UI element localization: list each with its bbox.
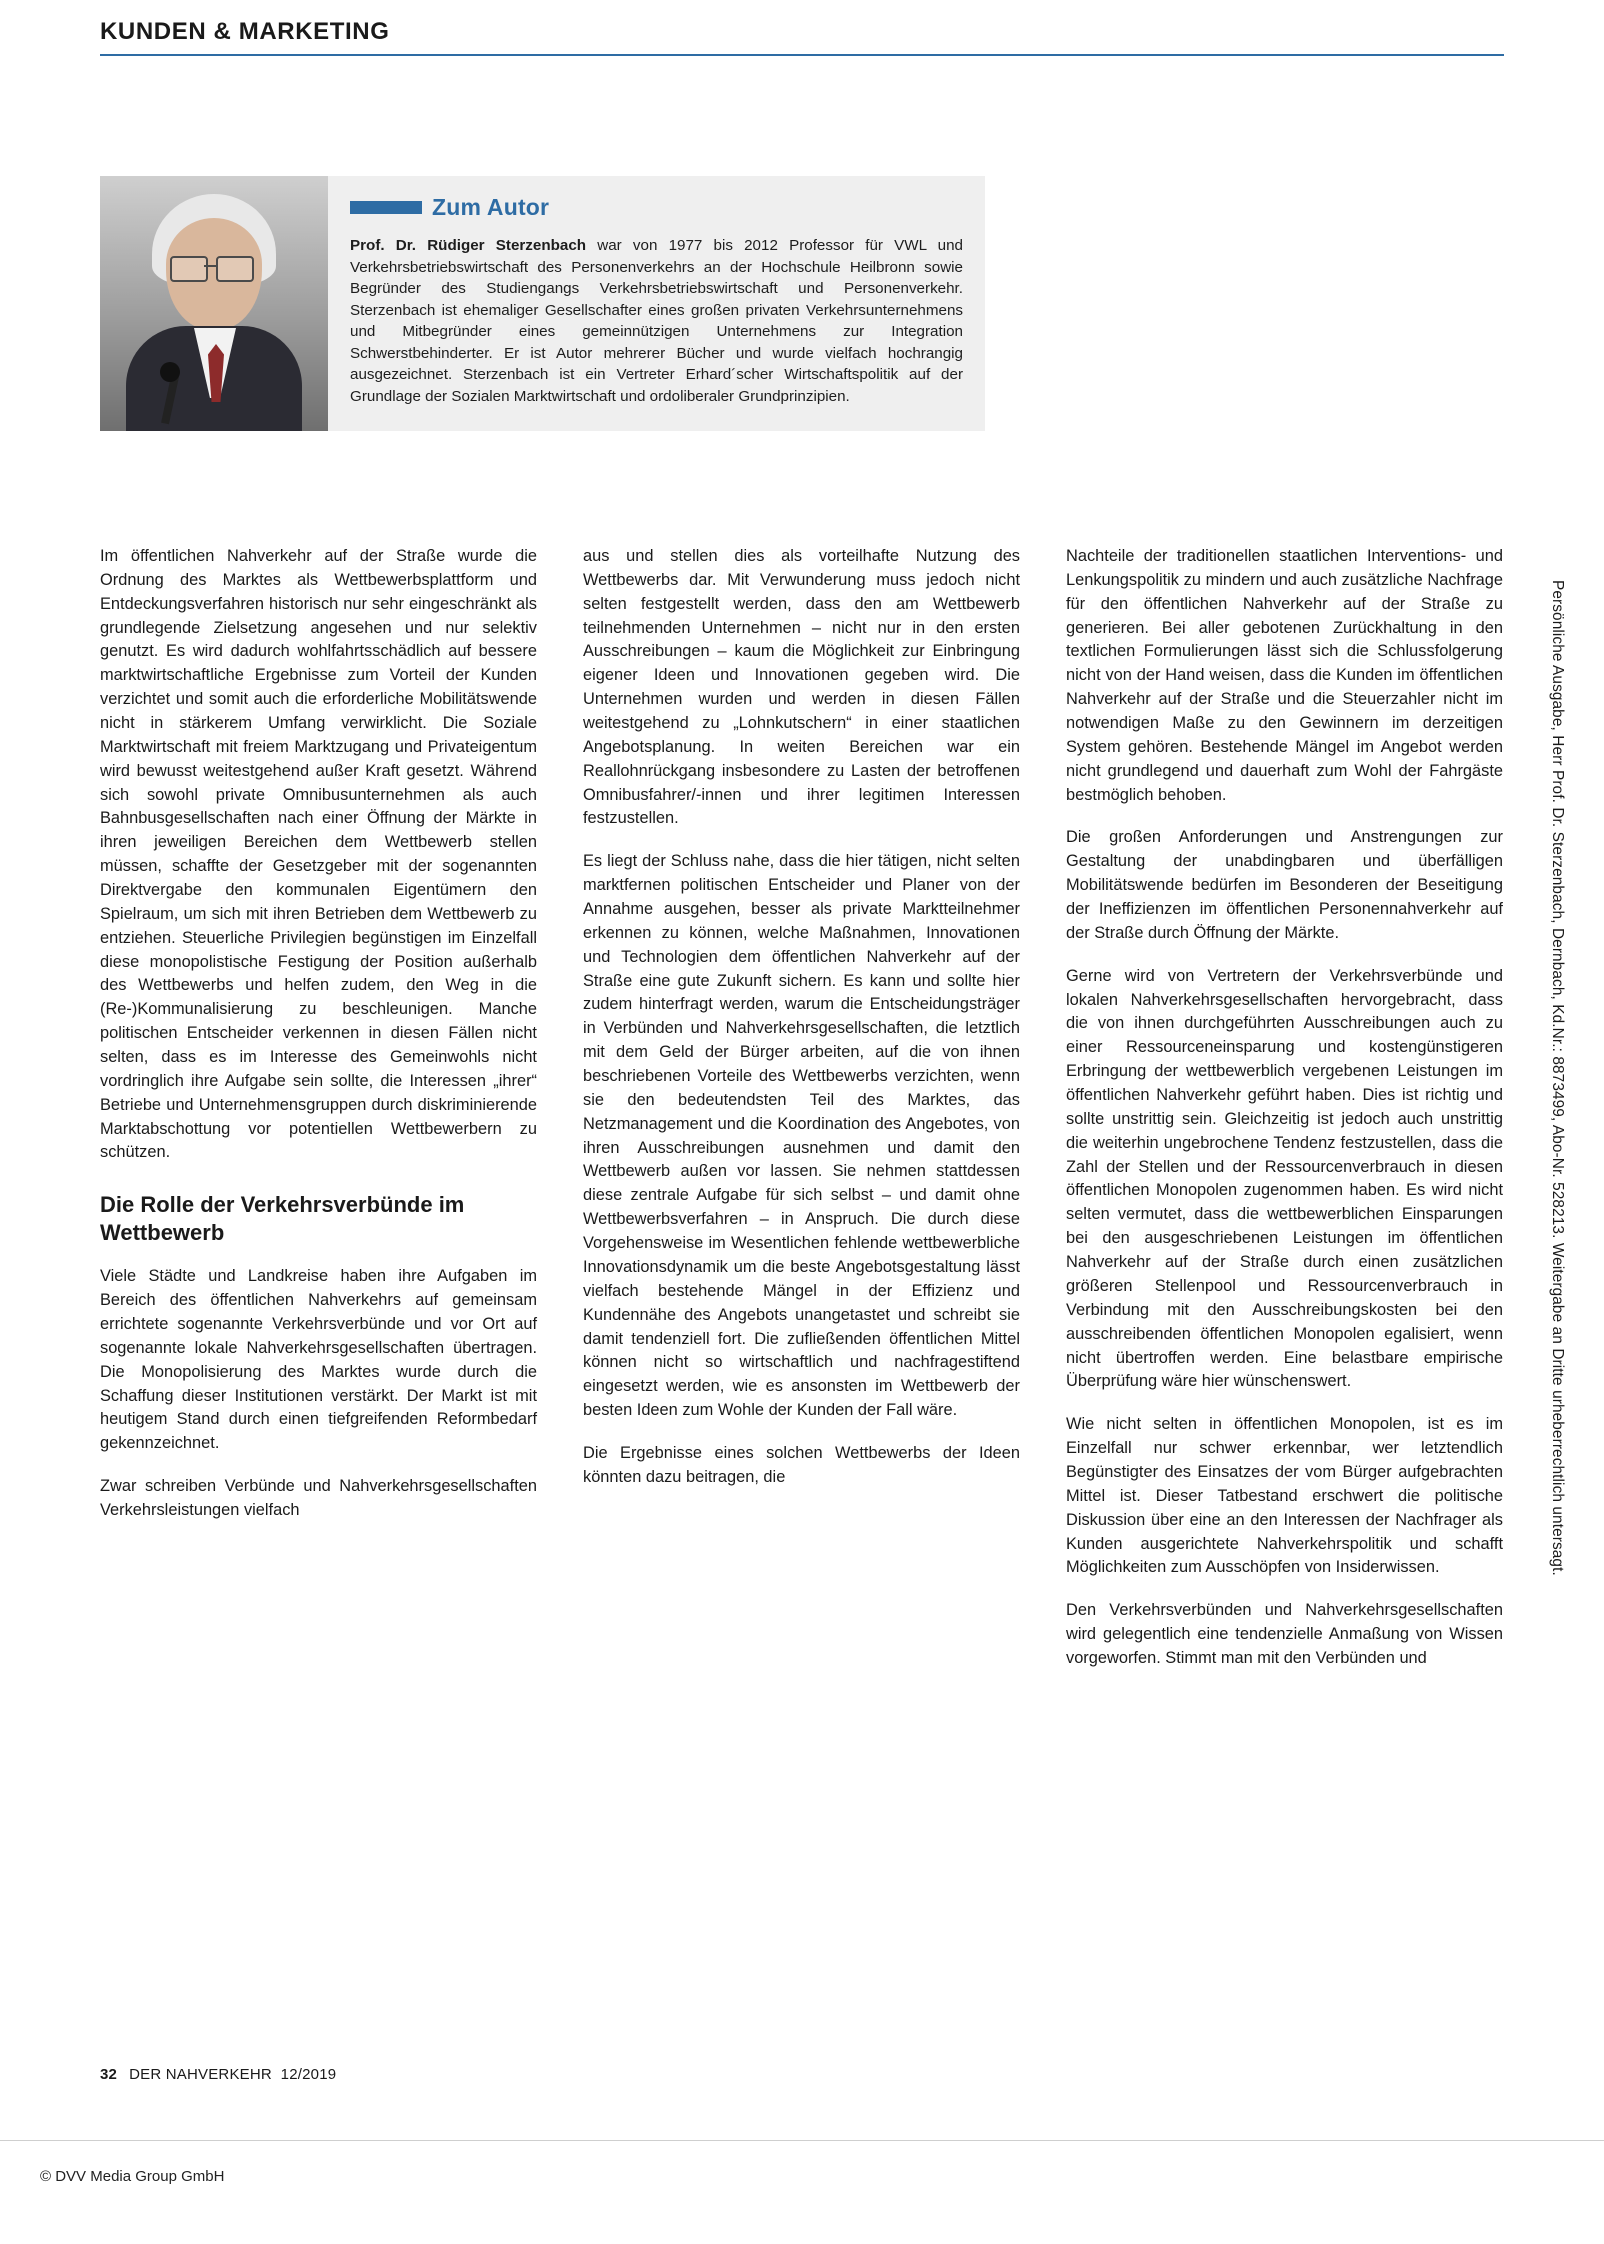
publication-name: DER NAHVERKEHR — [129, 2066, 272, 2083]
author-text-block — [328, 176, 985, 431]
author-box — [100, 176, 985, 431]
column-1 — [100, 545, 537, 2035]
page-header — [100, 18, 1504, 56]
paragraph: Zwar schreiben Verbünde und Nahverkehrsgesellschaften Verkehrsleistungen vielfach — [100, 1477, 537, 1519]
portrait-glasses-left — [170, 256, 208, 282]
header-divider — [100, 54, 1504, 56]
subscription-notice — [1549, 580, 1596, 1780]
paragraph: Den Verkehrsverbünden und Nahverkehrsgesellschaften wird gelegentlich eine tendenzielle Anmaßung von Wissen vorgeworfen. Stimmt man mit den Verbünden und — [1066, 1601, 1503, 1667]
column-2 — [583, 545, 1020, 2035]
paragraph: Die Ergebnisse eines solchen Wettbewerbs der Ideen könnten dazu beitragen, die — [583, 1443, 1020, 1486]
paragraph: Viele Städte und Landkreise haben ihre Aufgaben im Bereich des öffentlichen Nahverkehrs auf gemeinsam errichtete sogenannte Verkehrsverbünde und vor Ort auf sogenannte lokale Nahverkehrsgesellschaften übertragen. Die Monopolisierung des Marktes wurde durch die Schaffung dieser Institutionen verstärkt. Der Markt ist mit heutigem Stand durch einen tiefgreifenden Reformbedarf gekennzeichnet. — [100, 1267, 537, 1453]
paragraph: Es liegt der Schluss nahe, dass die hier tätigen, nicht selten marktfernen politischen Entscheider und Planer von der Annahme ausgehen, besser als private Marktteilnehmer erkennen zu können, welche Maßnahmen, Innovationen und Technologien dem öffentlichen Nahverkehr auf der Straße eine gute Zukunft sichern. Es kann und sollte hier zudem hinterfragt werden, warum die Entscheidungsträger in Verbünden und Nahverkehrsgesellschaften, die letztlich mit dem Geld der Bürger arbeiten, auf die von ihnen beschriebenen Vorteile des Wettbewerbs verzichten, wenn sie den bedeutendsten Teil des Marktes, das Netzmanagement und die Koordination des Angebotes, von ihren Ausschreibungen ausnehmen und damit den Wettbewerb außen vor lassen. Sie nehmen stattdessen diese zentrale Aufgabe für sich selbst – und damit ohne Wettbewerbsverfahren – in Anspruch. Die durch diese Vorgehensweise im Wesentlichen fehlende wettbewerbliche Innovationsdynamik um die beste Angebotsgestaltung lässt vielfach bestehende Mängel in der Effizienz und Kundennähe des Angebots unangetastet und schreibt sie damit tendenziell fort. Die zufließenden öffentlichen Mittel können nicht so wirtschaftlich und nachfragestiftend eingesetzt werden, wie es ansonsten im Wettbewerb der besten Ideen zum Wohle der Kunden der Fall wäre. — [583, 852, 1020, 1420]
author-bio-text: war von 1977 bis 2012 Professor für VWL und Verkehrsbetriebswirtschaft des Personenverkehrs an der Hochschule Heilbronn sowie Begründer des Studiengangs Verkehrsbetriebswirtschaft und Personenverkehr. Sterzenbach ist ehemaliger Gesellschafter eines großen privaten Verkehrsunternehmens und Mitbegründer eines gemeinnützigen Unternehmens zur Integration Schwerstbehinderter. Er ist Autor mehrerer Bücher und wurde vielfach hochrangig ausgezeichnet. Sterzenbach ist ein Vertreter Erhard´scher Wirtschaftspolitik auf der Grundlage der Sozialen Marktwirtschaft und ordoliberaler Grundprinzipien. — [350, 237, 964, 406]
author-heading-label: Zum Autor — [432, 194, 550, 220]
page-footer — [100, 2066, 336, 2083]
paragraph: aus und stellen dies als vorteilhafte Nutzung des Wettbewerbs dar. Mit Verwunderung muss jedoch nicht selten festgestellt werden, dass den am Wettbewerb teilnehmenden Unternehmen – nicht nur in den ersten Ausschreibungen – kaum die Möglichkeit zur Einbringung eigener Ideen und Innovationen gegeben wird. Die Unternehmen wurden und werden in diesen Fällen weitestgehend zu „Lohnkutschern“ in einer staatlichen Angebotsplanung. In weiten Bereichen war ein Reallohnrückgang insbesondere zu Lasten der betroffenen Omnibusfahrer/-innen und ihrer legitimen Interessen festzustellen. — [583, 547, 1020, 828]
copyright-notice: © DVV Media Group GmbH — [40, 2168, 225, 2185]
portrait-glasses-right — [216, 256, 254, 282]
author-photo — [100, 176, 328, 431]
microphone-icon — [160, 362, 180, 382]
column-3 — [1066, 545, 1503, 2035]
article-body — [100, 545, 1504, 2035]
accent-bar — [350, 201, 422, 214]
paragraph: Gerne wird von Vertretern der Verkehrsverbünde und lokalen Nahverkehrsgesellschaften hervorgebracht, dass die von ihnen durchgeführten Ausschreibungen auch zu einer Ressourceneinsparung und kostengünstigeren Erbringung der wettbewerblich vergebenen Leistungen im öffentlichen Nahverkehr geführt haben. Dies ist richtig und sollte unstrittig sein. Gleichzeitig ist jedoch auch unstrittig die weiterhin ungebrochene Tendenz festzustellen, dass die Zahl der Stellen und der Ressourcenverbrauch in diesen öffentlichen Monopolen zugenommen haben. Es wird nicht selten vermutet, dass die wettbewerblichen Einsparungen bei den ausgeschriebenen Leistungen im öffentlichen Nahverkehr auf der Straße durch einen zusätzlichen größeren Stellenpool und Ressourcenverbrauch in Verbindung mit den Ausschreibungskosten bei den ausschreibenden öffentlichen Monopolen egalisiert, wenn nicht übertroffen werden. Eine belastbare empirische Überprüfung wäre hier wünschenswert. — [1066, 966, 1503, 1391]
page-number: 32 — [100, 2066, 118, 2083]
paragraph: Wie nicht selten in öffentlichen Monopolen, ist es im Einzelfall nur schwer erkennbar, wer letztendlich Begünstigter des Einsatzes der vom Bürger aufgebrachten Mittel ist. Dieser Tatbestand erschwert die politische Diskussion über eine an den Interessen der Nachfrager als Kunden ausgerichtete Nahverkehrspolitik und schafft Möglichkeiten zum Ausschöpfen von Insiderwissen. — [1066, 1415, 1503, 1577]
author-heading — [350, 194, 963, 221]
paragraph: Die großen Anforderungen und Anstrengungen zur Gestaltung der unabdingbaren und überfälligen Mobilitätswende bedürfen im Besonderen der Beseitigung der Ineffizienzen im öffentlichen Personennahverkehr auf der Straße durch Öffnung der Märkte. — [1066, 828, 1503, 942]
paragraph: Nachteile der traditionellen staatlichen Interventions- und Lenkungspolitik zu mindern und auch zusätzliche Nachfrage für den öffentlichen Nahverkehr auf der Straße zu generieren. Bei aller gebotenen Zurückhaltung in den textlichen Formulierungen lässt sich die Schlussfolgerung nicht von der Hand weisen, dass die Kunden im öffentlichen Nahverkehr auf der Straße und die Steuerzahler nicht im notwendigen Maße zu den Gewinnern im derzeitigen System gehören. Bestehende Mängel im Angebot werden nicht grundlegend und dauerhaft zum Wohl der Fahrgäste bestmöglich behoben. — [1066, 547, 1503, 804]
author-name: Prof. Dr. Rüdiger Sterzenbach — [350, 237, 587, 254]
paragraph: Im öffentlichen Nahverkehr auf der Straße wurde die Ordnung des Marktes als Wettbewerbsplattform und Entdeckungsverfahren historisch nur sehr eingeschränkt als grundlegende Zielsetzung angesehen und nur selektiv genutzt. Es wird dadurch wohlfahrtsschädlich auf bessere marktwirtschaftliche Ergebnisse zum Vorteil der Kunden verzichtet und somit auch die erforderliche Mobilitätswende nicht in stärkerem Umfang verwirklicht. Die Soziale Marktwirtschaft mit freiem Marktzugang und Privateigentum wird bewusst weitestgehend außer Kraft gesetzt. Während sich sowohl private Omnibusunternehmen als auch Bahnbusgesellschaften nach einer Öffnung der Märkte in ihren jeweiligen Bereichen dem Wettbewerb stellen müssen, schaffte der Gesetzgeber mit der sogenannten Direktvergabe den kommunalen Eigentümern den Spielraum, um sich mit ihren Betrieben dem Wettbewerb zu entziehen. Steuerliche Privilegien begünstigen im Einzelfall diese monopolistische Festigung der Position außerhalb des Wettbewerbs und helfen zudem, den Weg in die (Re-)Kommunalisierung zu beschleunigen. Manche politischen Entscheider verkennen in diesen Fällen nicht selten, dass es im Interesse des Gemeinwohls nicht vordringlich ihre Aufgabe sein sollte, die Interessen „ihrer“ Betriebe und Unternehmensgruppen durch diskriminierende Marktabschottung vor potentiellen Wettbewerbern zu schützen. — [100, 547, 537, 1162]
issue-number: 12/2019 — [280, 2066, 337, 2083]
author-bio — [350, 235, 963, 408]
footer-divider — [0, 2140, 1604, 2141]
section-kicker: KUNDEN & MARKETING — [100, 18, 390, 45]
subscription-notice-text: Persönliche Ausgabe, Herr Prof. Dr. Sterzenbach, Dernbach, Kd.Nr.: 8873499, Abo-Nr. 528213. Weitergabe an Dritte urheberrechtlich untersagt. — [1549, 580, 1566, 1576]
section-heading: Die Rolle der Verkehrsverbünde im Wettbewerb — [100, 1192, 465, 1246]
portrait-glasses-bridge — [204, 265, 216, 267]
